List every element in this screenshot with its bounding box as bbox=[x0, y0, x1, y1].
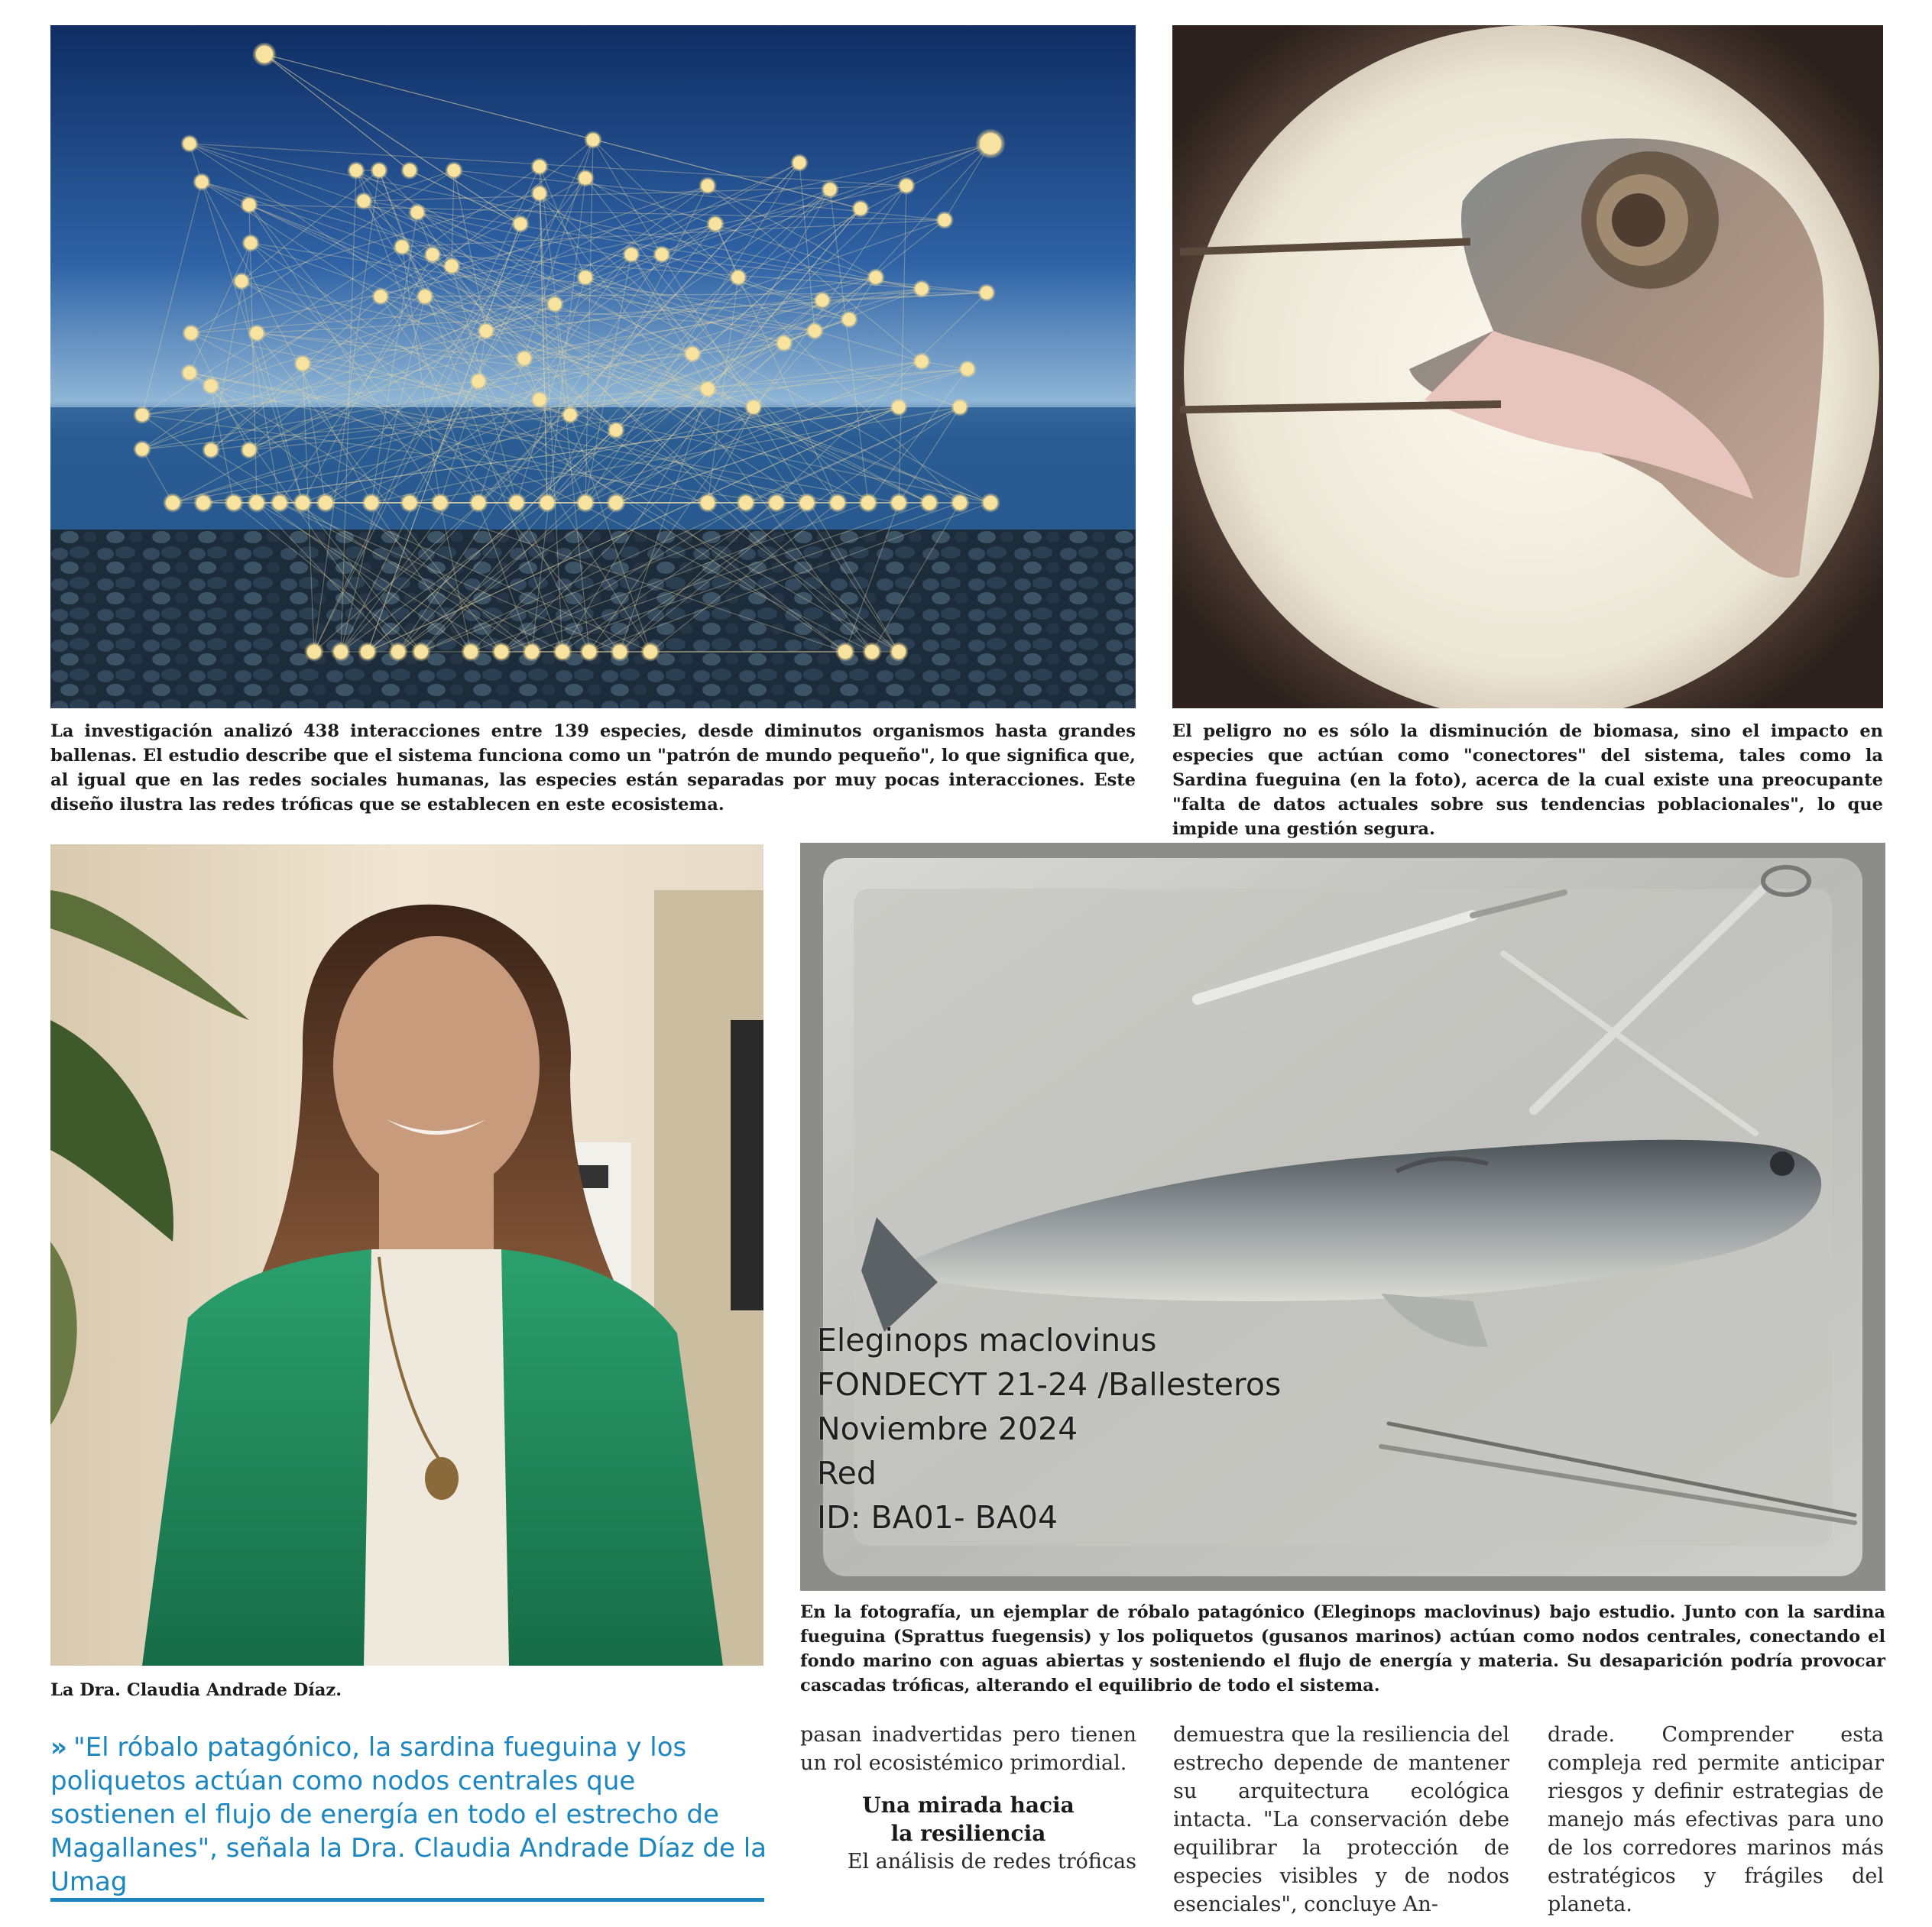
robalo-tray-photo bbox=[800, 843, 1885, 1591]
specimen-date: Noviembre 2024 bbox=[817, 1410, 1078, 1447]
network-node-core bbox=[980, 133, 1001, 154]
specimen-id: ID: BA01- BA04 bbox=[817, 1499, 1058, 1536]
network-node-core bbox=[533, 187, 546, 200]
network-node-core bbox=[984, 496, 997, 510]
network-node-core bbox=[843, 313, 856, 326]
network-node-core bbox=[396, 241, 409, 254]
sardine-photo-svg bbox=[1172, 25, 1883, 708]
network-node-core bbox=[702, 180, 715, 193]
network-node-core bbox=[350, 164, 363, 177]
network-node-core bbox=[854, 202, 867, 215]
network-node-core bbox=[297, 358, 310, 371]
network-node-core bbox=[205, 380, 218, 393]
network-node-core bbox=[643, 645, 657, 659]
network-node-core bbox=[514, 218, 527, 231]
portrait-photo bbox=[50, 844, 763, 1666]
network-node-core bbox=[136, 409, 149, 422]
network-node-core bbox=[540, 496, 554, 510]
network-node-core bbox=[961, 363, 974, 376]
network-node-core bbox=[185, 327, 198, 340]
food-web-network-svg bbox=[50, 25, 1136, 708]
network-node-core bbox=[243, 199, 256, 212]
network-node-core bbox=[793, 157, 806, 170]
network-node-core bbox=[251, 327, 264, 340]
network-node-core bbox=[494, 645, 508, 659]
network-node-core bbox=[686, 348, 699, 361]
article-column-2: demuestra que la resiliencia del estrecho depende de mantener su arquitectura ecológica intacta. "La conservación debe equilibrar la protección de especies visibles y de nodos esenciales", concluye An- bbox=[1173, 1723, 1509, 1916]
network-caption: La investigación analizó 438 interacciones entre 139 especies, desde diminutos organismos hasta grandes ballenas. El estudio describe que el sistema funciona como un "patrón de mundo pequeño", lo que significa que, al igual que en las redes sociales humanas, las especies están separadas por muy pocas interacciones. Este diseño ilustra las redes tróficas que se establecen en este ecosistema. bbox=[50, 721, 1136, 815]
network-node-core bbox=[533, 160, 546, 173]
network-node-core bbox=[136, 443, 149, 456]
network-node-core bbox=[525, 645, 539, 659]
network-node-core bbox=[365, 496, 378, 510]
network-node-core bbox=[809, 325, 822, 338]
network-node-core bbox=[587, 134, 600, 147]
pull-quote bbox=[50, 1731, 769, 1899]
network-node-core bbox=[579, 271, 592, 284]
network-node-core bbox=[373, 164, 386, 177]
network-node-core bbox=[916, 355, 929, 368]
network-node-core bbox=[510, 496, 524, 510]
network-node-core bbox=[609, 496, 623, 510]
network-node-core bbox=[824, 183, 837, 196]
network-node-core bbox=[446, 260, 459, 273]
network-node-core bbox=[472, 496, 485, 510]
network-node-core bbox=[816, 294, 829, 307]
network-node-core bbox=[334, 645, 348, 659]
network-node-core bbox=[831, 496, 844, 510]
network-node-core bbox=[916, 283, 929, 296]
network-node-core bbox=[739, 496, 753, 510]
network-node-core bbox=[296, 496, 310, 510]
portrait-caption: La Dra. Claudia Andrade Díaz. bbox=[50, 1680, 342, 1700]
network-node-core bbox=[701, 496, 715, 510]
network-node-core bbox=[307, 645, 321, 659]
network-node-core bbox=[579, 172, 592, 185]
network-node-core bbox=[770, 496, 783, 510]
network-node-core bbox=[358, 195, 371, 208]
network-node-core bbox=[433, 496, 447, 510]
network-node-core bbox=[472, 375, 485, 388]
network-node-core bbox=[625, 248, 638, 261]
quote-rule bbox=[50, 1898, 764, 1902]
network-node-core bbox=[613, 645, 627, 659]
network-node-core bbox=[582, 645, 596, 659]
network-node-core bbox=[205, 444, 218, 457]
portrait-svg bbox=[50, 844, 763, 1666]
network-node-core bbox=[778, 337, 791, 350]
network-node-core bbox=[319, 496, 332, 510]
column-1-paragraph: pasan inadvertidas pero tienen un rol ecosistémico primordial. bbox=[800, 1723, 1136, 1775]
network-node-core bbox=[800, 496, 814, 510]
network-node-core bbox=[954, 401, 967, 414]
network-node-core bbox=[166, 496, 180, 510]
network-node-core bbox=[556, 645, 569, 659]
network-node-core bbox=[893, 401, 906, 414]
specimen-gear: Red bbox=[817, 1455, 877, 1491]
column-1-paragraph-2: El análisis de redes tróficas bbox=[847, 1850, 1136, 1874]
network-node-core bbox=[419, 290, 432, 303]
network-node-core bbox=[747, 401, 760, 414]
network-node-core bbox=[361, 645, 374, 659]
specimen-species: Eleginops maclovinus bbox=[817, 1322, 1157, 1359]
network-node-core bbox=[196, 176, 209, 189]
network-node-core bbox=[250, 496, 264, 510]
section-subheading: Una mirada hacia la resiliencia bbox=[862, 1793, 1075, 1846]
network-node-core bbox=[245, 237, 258, 250]
network-node-core bbox=[480, 325, 493, 338]
network-node-core bbox=[610, 424, 623, 437]
network-node-core bbox=[518, 352, 531, 365]
network-node-core bbox=[861, 496, 875, 510]
network-node-core bbox=[702, 383, 715, 396]
network-node-core bbox=[709, 218, 722, 231]
network-node-core bbox=[870, 271, 883, 284]
network-node-core bbox=[243, 444, 256, 457]
network-node-core bbox=[579, 496, 592, 510]
network-node-core bbox=[256, 46, 273, 63]
network-node-core bbox=[533, 393, 546, 406]
quote-text: "El róbalo patagónico, la sardina fueguina y los poliquetos actúan como nodos centrales que sostienen el flujo de energía en todo el estrecho de Magallanes", señala la Dra. Claudia Andrade Díaz de la Umag bbox=[50, 1732, 767, 1897]
food-web-illustration bbox=[50, 25, 1136, 708]
network-node-core bbox=[403, 496, 417, 510]
network-node-core bbox=[732, 271, 745, 284]
network-node-core bbox=[981, 287, 994, 300]
network-node-core bbox=[448, 164, 461, 177]
network-node-core bbox=[549, 298, 562, 311]
network-node-core bbox=[892, 496, 906, 510]
network-node-core bbox=[273, 496, 287, 510]
network-node-core bbox=[464, 645, 478, 659]
network-node-core bbox=[953, 496, 967, 510]
network-node-core bbox=[391, 645, 405, 659]
article-column-3: drade. Comprender esta compleja red permite anticipar riesgos y definir estrategias de manejo más efectivas para uno de los corredores marinos más estratégicos y frágiles del planeta. bbox=[1548, 1723, 1884, 1916]
network-node-core bbox=[938, 214, 951, 227]
quote-chevron-icon: » bbox=[50, 1732, 63, 1763]
network-node-core bbox=[183, 138, 196, 151]
network-node-core bbox=[183, 367, 196, 380]
network-node-core bbox=[414, 645, 428, 659]
sardine-microscope-photo bbox=[1172, 25, 1883, 708]
network-node-core bbox=[411, 206, 424, 219]
network-node-core bbox=[196, 496, 210, 510]
network-node-core bbox=[426, 248, 439, 261]
network-node-core bbox=[656, 248, 669, 261]
specimen-label bbox=[817, 1318, 1281, 1540]
sardine-caption: El peligro no es sólo la disminución de biomasa, sino el impacto en especies que actúan como "conectores" del sistema, tales como la Sardina fueguina (en la foto), acerca de la cual existe una preocupante "falta de datos actuales sobre sus tendencias poblacionales", lo que impide una gestión segura. bbox=[1172, 721, 1883, 839]
network-node-core bbox=[374, 290, 387, 303]
article-column-1 bbox=[800, 1721, 1136, 1876]
network-node-core bbox=[235, 275, 248, 288]
network-node-core bbox=[865, 645, 879, 659]
network-node-core bbox=[900, 180, 913, 193]
network-node-core bbox=[892, 645, 906, 659]
network-node-core bbox=[227, 496, 241, 510]
network-node-core bbox=[564, 409, 577, 422]
network-node-core bbox=[838, 645, 852, 659]
network-node-core bbox=[922, 496, 936, 510]
specimen-project: FONDECYT 21-24 /Ballesteros bbox=[817, 1366, 1282, 1403]
robalo-caption: En la fotografía, un ejemplar de róbalo patagónico (Eleginops maclovinus) bajo estudio. Junto con la sardina fueguina (Sprattus fuegensis) y los poliquetos (gusanos marinos) actúan como nodos centrales, conectando el fondo marino con aguas abiertas y sosteniendo el flujo de energía y materia. Su desaparición podría provocar cascadas tróficas, alterando el equilibrio de todo el sistema. bbox=[800, 1602, 1885, 1695]
network-node-core bbox=[404, 164, 417, 177]
